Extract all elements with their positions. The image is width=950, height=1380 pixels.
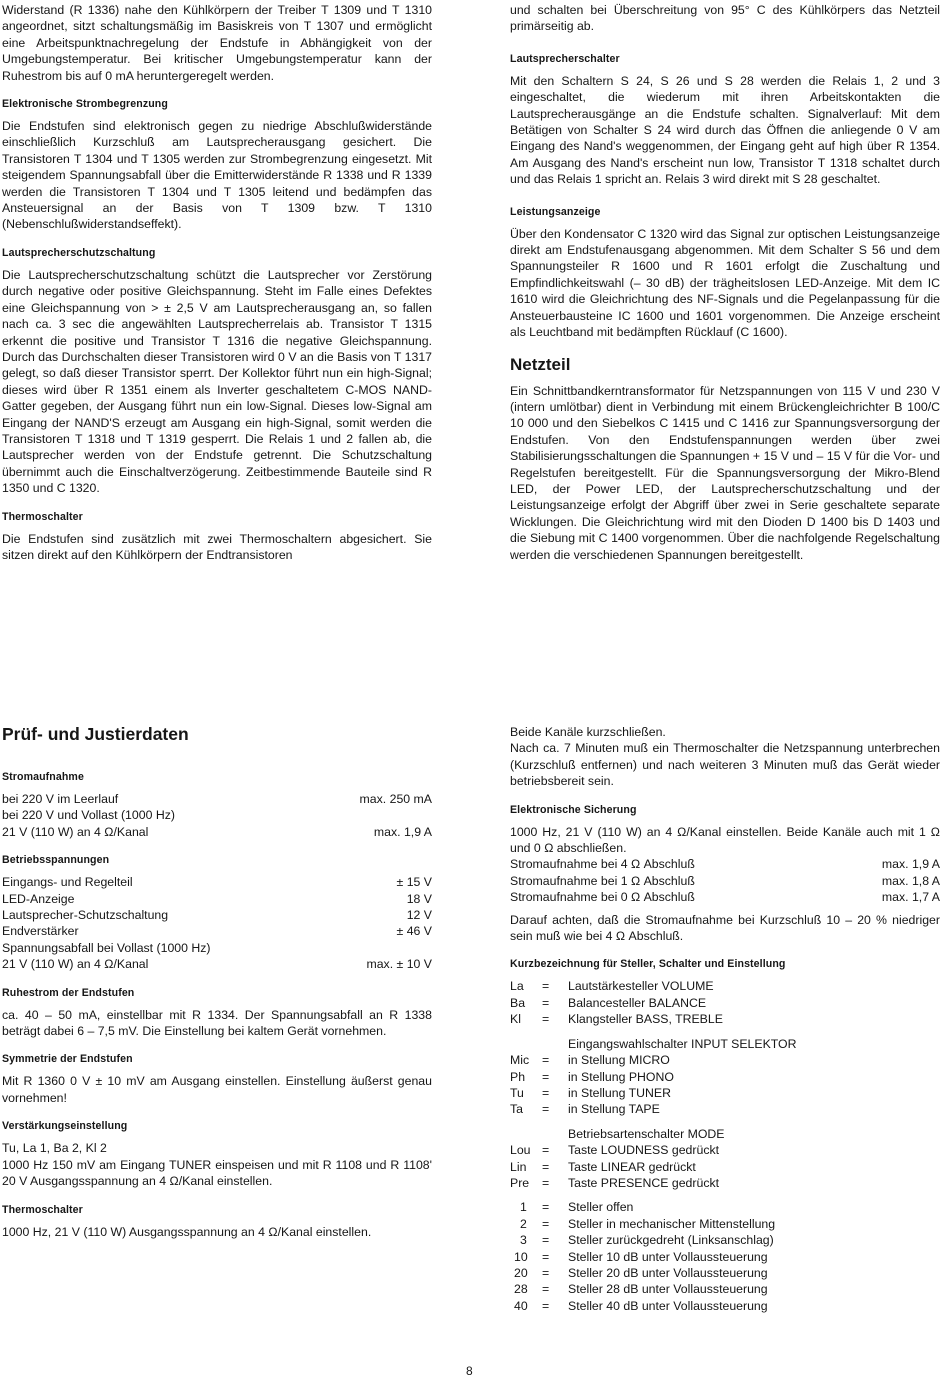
heading-lautsprecherschutz: Lautsprecherschutzschaltung bbox=[2, 246, 156, 259]
paragraph-sicherung-hinweis: Darauf achten, daß die Stromaufnahme bei Kurzschluß 10 – 20 % niedriger sein muß wie bei 4 Ω Abschluß. bbox=[510, 912, 940, 944]
table-row: Stromaufnahme bei 0 Ω Abschluß max. 1,7 A bbox=[510, 890, 940, 905]
table-row: 21 V (110 W) an 4 Ω/Kanal max. 1,9 A bbox=[2, 824, 432, 839]
paragraph-netzteil: Ein Schnittbandkerntransformator für Netzspannungen von 115 V und 230 V (intern umlötbar) dient in Verbindung mit einem Brückengleichrichter B 100/C 10 000 und den Siebelkos C 1415 und C 1416 zur Spannungsversorgung der Endstufen. Von den Endstufenspannungen werden über zwei Stabilisierungsschaltungen die Spannungen + 15 V und – 15 V für die Vor- und Regelstufen bereitgestellt. Für die Spannungsversorgung der Mikro-Blend LED, der Power LED, der Lautsprecherschutzschaltung und der Leistungsanzeige erfolgt der Abgriff über zwei in Serie geschaltete separate Wicklungen. Die Gleichrichtung wird mit den Dioden D 1400 bis D 1403 und die Siebung mit C 1400 vorgenommen. Über die nachfolgende Regelschaltung werden die verschiedenen Spannungen bereitgestellt. bbox=[510, 383, 940, 562]
list-item: 3 = Steller zurückgedreht (Linksanschlag) bbox=[520, 1233, 774, 1248]
heading-thermoschalter: Thermoschalter bbox=[2, 510, 83, 523]
sicherung-table bbox=[510, 856, 940, 905]
table-row: 21 V (110 W) an 4 Ω/Kanal max. ± 10 V bbox=[2, 957, 432, 972]
bottom-right-column bbox=[510, 724, 940, 1314]
paragraph-sicherung: 1000 Hz, 21 V (110 W) an 4 Ω/Kanal einstellen. Beide Kanäle auch mit 1 Ω und 0 Ω abschließen. bbox=[510, 824, 940, 856]
heading-lautsprecherschalter: Lautsprecherschalter bbox=[510, 52, 620, 65]
list-item: Ta = in Stellung TAPE bbox=[510, 1102, 660, 1117]
abbreviation-list-eingang bbox=[510, 1052, 940, 1118]
list-item: 28 = Steller 28 dB unter Vollaussteuerung bbox=[514, 1282, 768, 1297]
top-right-column bbox=[510, 2, 940, 563]
table-row: Stromaufnahme bei 4 Ω Abschluß max. 1,9 A bbox=[510, 857, 940, 872]
table-row: Spannungsabfall bei Vollast (1000 Hz) bbox=[2, 940, 211, 955]
table-row: Lautsprecher-Schutzschaltung 12 V bbox=[2, 908, 432, 923]
paragraph-ruhestrom: Widerstand (R 1336) nahe den Kühlkörpern der Treiber T 1309 und T 1310 angeordnet, sitzt schaltungsmäßig im Basiskreis von T 1307 und ermöglicht eine Arbeitspunktnachregelung der Endstufe in Abhängigkeit von der Umgebungstemperatur. Bei kritischer Umgebungstemperatur kann der Ruhestrom bis auf 0 mA heruntergeregelt werden. bbox=[2, 3, 432, 83]
subheading-eingangswahl: Eingangswahlschalter INPUT SELEKTOR bbox=[568, 1036, 797, 1051]
table-row: Endverstärker ± 46 V bbox=[2, 924, 432, 939]
list-item: Ph = in Stellung PHONO bbox=[510, 1069, 674, 1084]
list-item: Kl = Klangsteller BASS, TREBLE bbox=[510, 1012, 723, 1027]
heading-verstaerkung: Verstärkungseinstellung bbox=[2, 1120, 128, 1133]
list-item: La = Lautstärkesteller VOLUME bbox=[510, 979, 714, 994]
list-item: 20 = Steller 20 dB unter Vollaussteuerung bbox=[514, 1265, 768, 1280]
paragraph-netzteil-abschaltung: und schalten bei Überschreitung von 95° C des Kühlkörpers das Netzteil primärseitig ab. bbox=[510, 3, 940, 34]
list-item: 10 = Steller 10 dB unter Vollaussteuerung bbox=[514, 1249, 768, 1264]
list-item: Tu = in Stellung TUNER bbox=[510, 1085, 671, 1100]
paragraph-verstaerkung: Tu, La 1, Ba 2, Kl 2 1000 Hz 150 mV am Eingang TUNER einspeisen und mit R 1108 und R 1108' 20 V Ausgangsspannung an 4 Ω/Kanal einstellen. bbox=[2, 1141, 432, 1189]
table-row: Eingangs- und Regelteil ± 15 V bbox=[2, 875, 432, 890]
table-row: LED-Anzeige 18 V bbox=[2, 891, 432, 906]
list-item: 1 = Steller offen bbox=[520, 1200, 634, 1215]
heading-symmetrie: Symmetrie der Endstufen bbox=[2, 1053, 133, 1066]
paragraph-kurzschluss: Beide Kanäle kurzschließen. Nach ca. 7 Minuten muß ein Thermoschalter die Netzspannung unterbrechen (Kurzschluß entfernen) und nach weiteren 3 Minuten muß das Gerät wieder betriebsbereit sein. bbox=[510, 725, 940, 789]
list-item: Lin = Taste LINEAR gedrückt bbox=[510, 1159, 696, 1174]
table-row: Stromaufnahme bei 1 Ω Abschluß max. 1,8 A bbox=[510, 873, 940, 888]
heading-betriebsspannungen: Betriebsspannungen bbox=[2, 854, 110, 867]
heading-stromaufnahme: Stromaufnahme bbox=[2, 771, 84, 783]
heading-strombegrenzung: Elektronische Strombegrenzung bbox=[2, 98, 168, 111]
list-item: 2 = Steller in mechanischer Mittenstellung bbox=[520, 1216, 776, 1231]
section-title-pruefdaten: Prüf- und Justierdaten bbox=[2, 724, 189, 744]
paragraph-lautsprecherschalter: Mit den Schaltern S 24, S 26 und S 28 werden die Relais 1, 2 und 3 eingeschaltet, die wiederum mit ihren Arbeitskontakten die Lautsprecherausgänge an die Endstufe schalten. Signalverlauf: Mit dem Betätigen von Schalter S 24 wird durch das Öffnen die anliegende 0 V am Eingang des Nand's weggenommen, der Eingang geht auf high über R 1354. Am Ausgang des Nand's erscheint nun low, Transistor T 1318 schaltet durch und das Relais 1 spricht an. Relais 3 wird direkt mit S 28 geschaltet. bbox=[510, 73, 940, 187]
list-item: 40 = Steller 40 dB unter Vollaussteuerung bbox=[514, 1298, 768, 1313]
table-row: bei 220 V und Vollast (1000 Hz) bbox=[2, 808, 175, 823]
paragraph-ruhestrom-endstufen: ca. 40 – 50 mA, einstellbar mit R 1334. Der Spannungsabfall an R 1338 beträgt dabei 6 – 7,5 mV. Die Einstellung bei kaltem Gerät vornehmen. bbox=[2, 1007, 432, 1039]
paragraph-strombegrenzung: Die Endstufen sind elektronisch gegen zu niedrige Abschlußwiderstände einschließlich Kurzschluß am Lautsprecherausgang gesichert. Die Transistoren T 1304 und T 1305 werden zur Strombegrenzung eingesetzt. Mit steigendem Spannungsabfall über die Emitterwiderstände R 1338 und R 1339 werden die Transistoren T 1304 und T 1305 leitend und bedämpfen das Ansteuersignal an der Basis von T 1309 bzw. T 1310 (Nebenschlußwiderstandseffekt). bbox=[2, 119, 432, 232]
heading-leistungsanzeige: Leistungsanzeige bbox=[510, 205, 601, 218]
heading-netzteil: Netzteil bbox=[510, 354, 571, 374]
list-item: Ba = Balancesteller BALANCE bbox=[510, 995, 707, 1010]
heading-thermoschalter-pruef: Thermoschalter bbox=[2, 1203, 83, 1216]
paragraph-thermoschalter-pruef: 1000 Hz, 21 V (110 W) Ausgangsspannung an 4 Ω/Kanal einstellen. bbox=[2, 1224, 372, 1239]
abbreviation-list-stellung bbox=[510, 1199, 940, 1314]
abbreviation-list-mode bbox=[510, 1142, 940, 1191]
subheading-betriebsart: Betriebsartenschalter MODE bbox=[568, 1126, 725, 1141]
paragraph-leistungsanzeige: Über den Kondensator C 1320 wird das Signal zur optischen Leistungsanzeige direkt am Endstufenausgang abgenommen. Mit dem Schalter S 56 und dem Spannungsteiler R 1600 und R 1601 erfolgt die Zuschaltung und Empfindlichkeitswahl (– 30 dB) der trägheitslosen LED-Anzeige. Mit dem IC 1610 wird die Gleichrichtung des NF-Signals und die Pegelanpassung für die Ansteuerbausteine IC 1600 und 1601 vorgenommen. Die Anzeige erscheint als Leuchtband mit bedämpften Rücklauf (C 1600). bbox=[510, 226, 940, 340]
paragraph-lautsprecherschutz: Die Lautsprecherschutzschaltung schützt die Lautsprecher vor Zerstörung durch negative oder positive Gleichspannung. Steht im Falle eines Defektes eine Gleichspannung von > ± 2,5 V am Lautsprecherausgang an, so fallen nach ca. 3 sec die angewählten Lautsprecherrelais ab. Transistor T 1315 erkennt die positive und Transistor T 1316 die negative Gleichspannung. Durch das Durchschalten dieser Transistoren wird 0 V an die Basis von T 1317 gelegt, so daß dieser Transistor sperrt. Der Kollektor führt nun ein high-Signal; dieses wird über R 1351 einem als Inverter geschaltetem C-MOS NAND-Gatter gegeben, der Ausgang führt nun ein low-Signal. Dieses low-Signal am Eingang der NAND'S erzeugt am Ausgang ein high-Signal, somit werden die Transistoren T 1318 und T 1319 gesperrt. Die Relais 1 und 2 fallen ab, die Lautsprecher werden von der Endstufe getrennt. Die Schutzschaltung übernimmt auch die Einschaltverzögerung. Zeitbestimmende Bauteile sind R 1350 und C 1320. bbox=[2, 267, 432, 496]
list-item: Mic = in Stellung MICRO bbox=[510, 1053, 670, 1068]
top-left-column bbox=[2, 2, 432, 563]
paragraph-thermoschalter: Die Endstufen sind zusätzlich mit zwei Thermoschaltern abgesichert. Sie sitzen direkt auf den Kühlkörpern der Endtransistoren bbox=[2, 531, 432, 562]
heading-kurzbezeichnung: Kurzbezeichnung für Steller, Schalter und Einstellung bbox=[510, 958, 786, 971]
bottom-left-column bbox=[2, 724, 432, 1240]
list-item: Pre = Taste PRESENCE gedrückt bbox=[510, 1175, 720, 1190]
stromaufnahme-table bbox=[2, 791, 432, 840]
table-row: bei 220 V im Leerlauf max. 250 mA bbox=[2, 792, 432, 806]
abbreviation-list-steller bbox=[510, 978, 940, 1027]
paragraph-symmetrie: Mit R 1360 0 V ± 10 mV am Ausgang einstellen. Einstellung äußerst genau vornehmen! bbox=[2, 1074, 432, 1105]
betriebsspannungen-table bbox=[2, 874, 432, 972]
page-number: 8 bbox=[466, 1364, 473, 1378]
heading-sicherung: Elektronische Sicherung bbox=[510, 803, 637, 816]
heading-ruhestrom: Ruhestrom der Endstufen bbox=[2, 986, 135, 999]
list-item: Lou = Taste LOUDNESS gedrückt bbox=[510, 1143, 720, 1158]
